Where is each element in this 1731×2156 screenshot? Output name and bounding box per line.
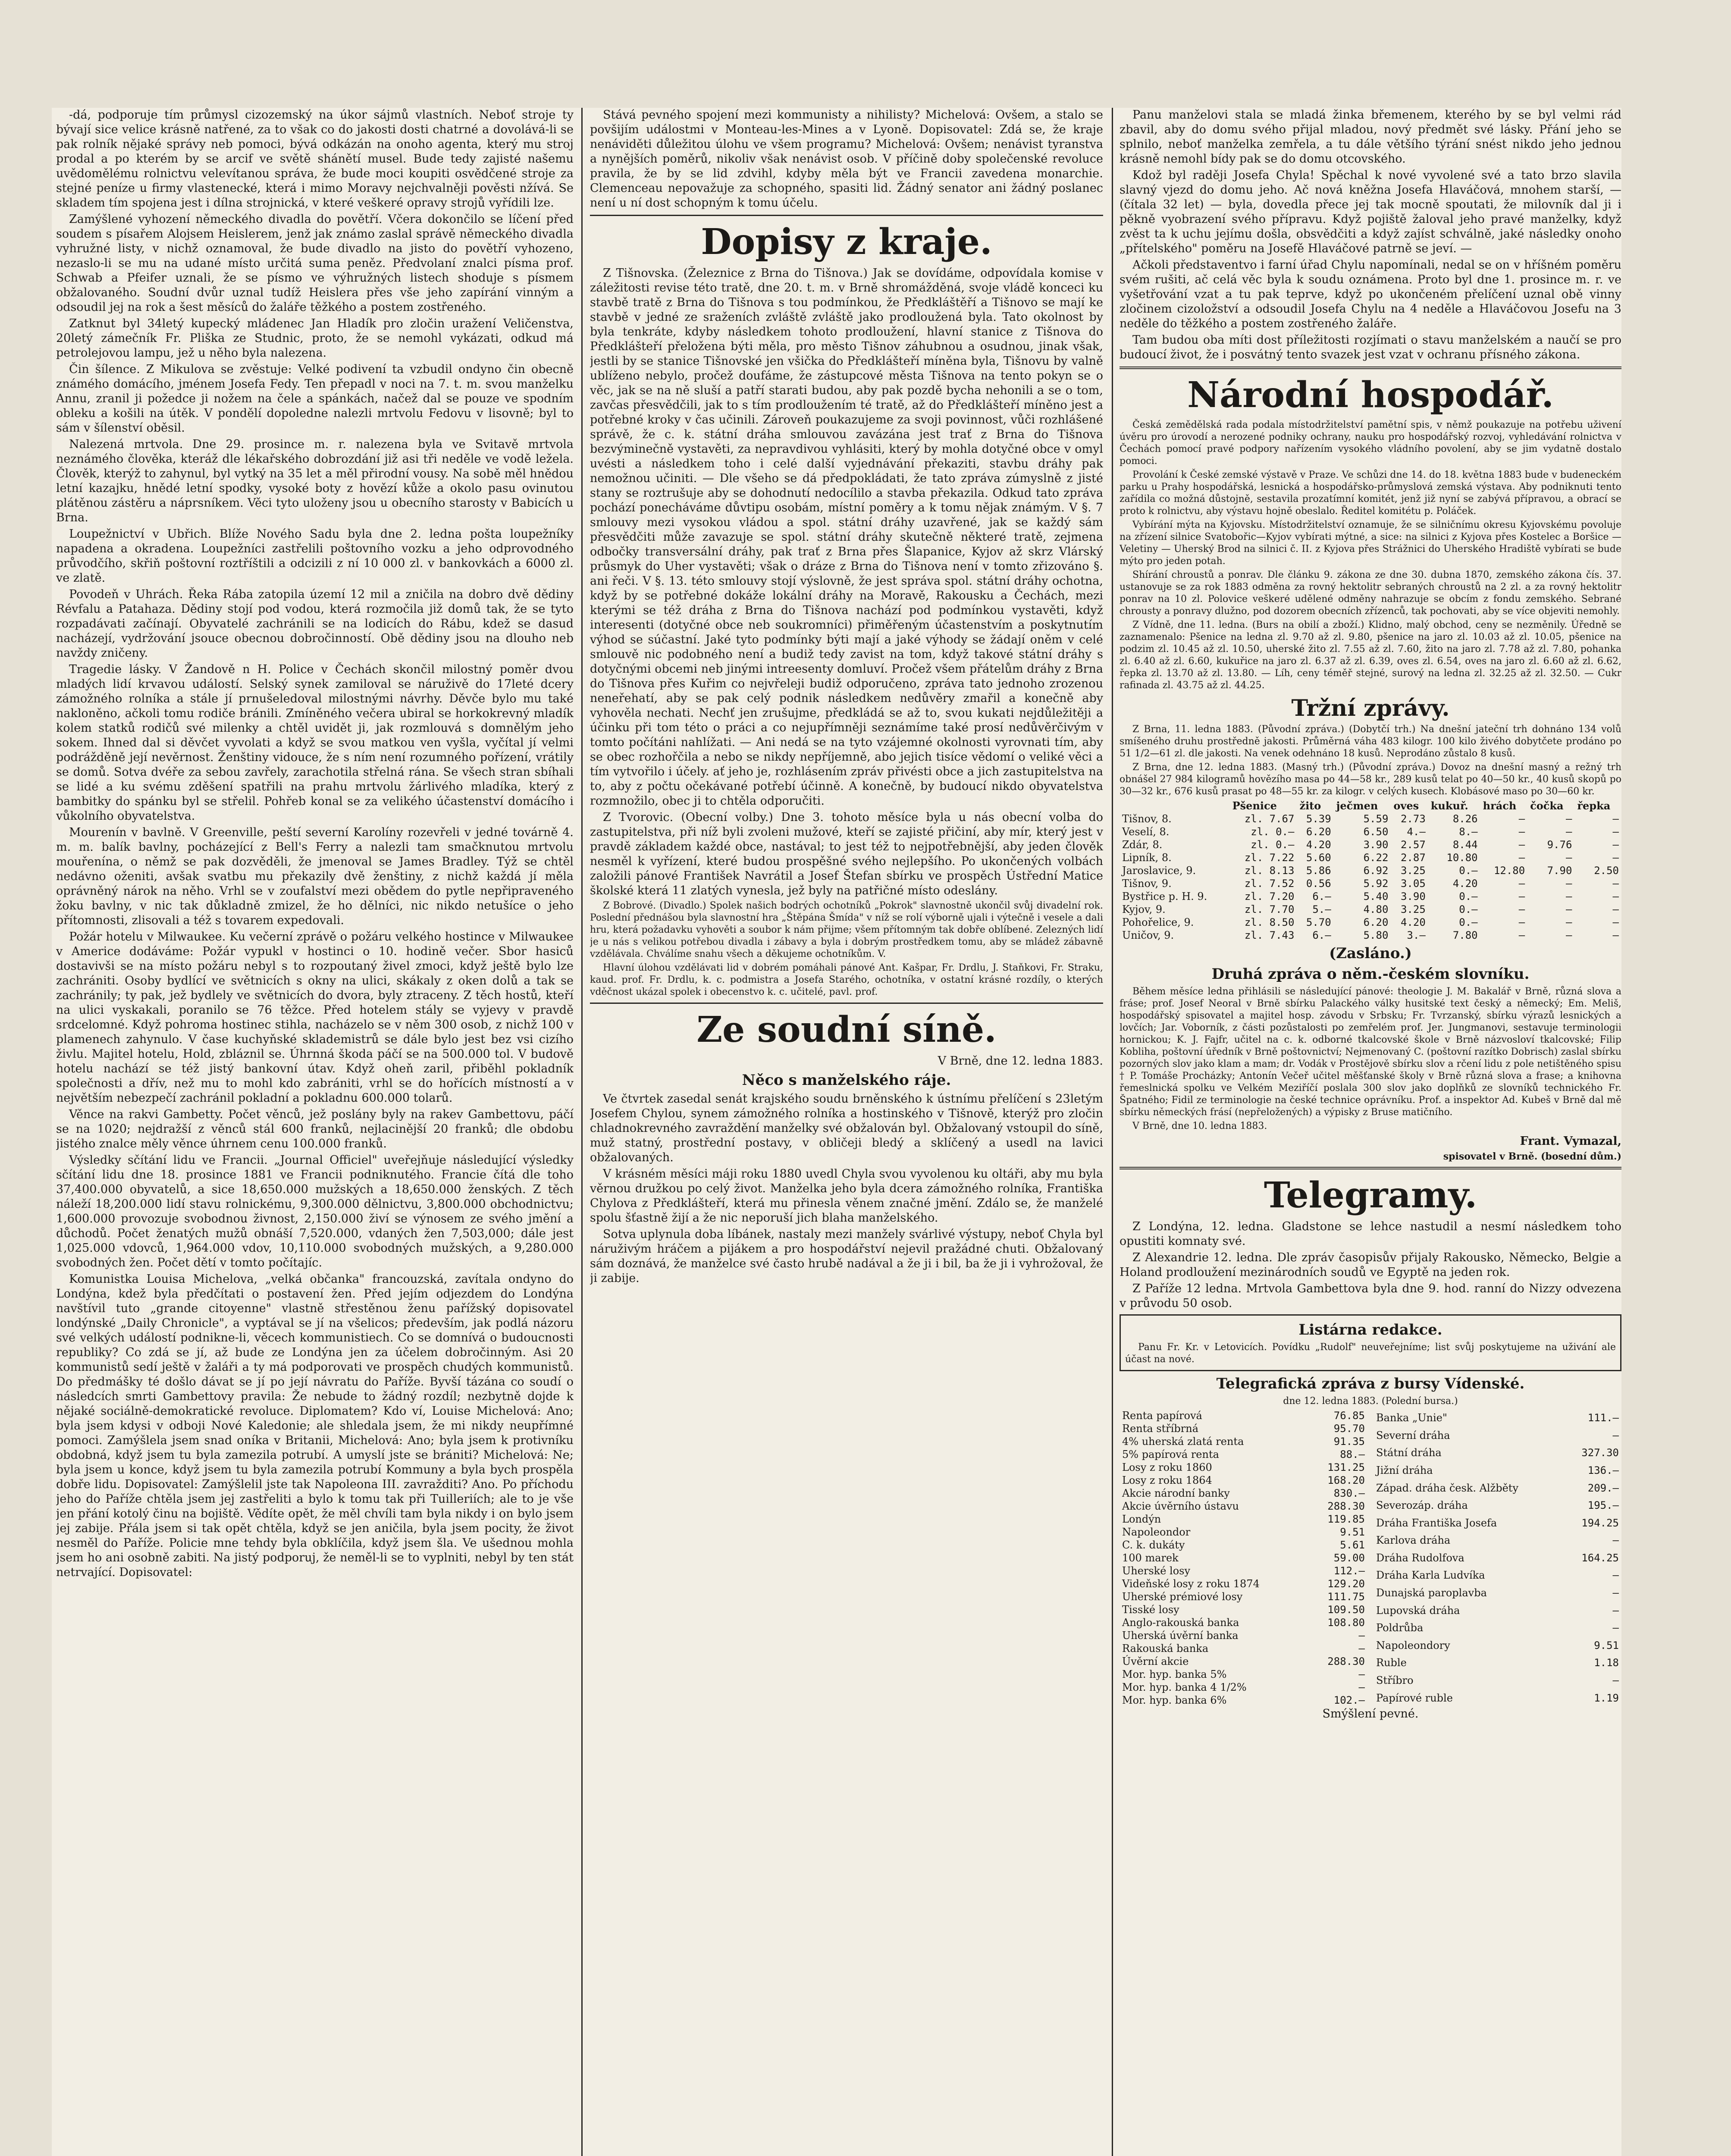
table-cell: 2.50 (1594, 865, 1619, 877)
market-title: Tržní zprávy. (1291, 695, 1450, 721)
table-cell: 102.— (1333, 1694, 1365, 1706)
paragraph: Stává pevného spojení mezi kommunisty a nihilisty? Michelová: Ovšem, a stalo se povšijím událostmi v Monteau-les-Mines a v Lyoně. Dopisovatel: Zdá se, že kraje nenáviděti důležitou úlohu ve všem programu? Michelová: Ovšem; nenávist tyranstva a nynějších poměrů, nikoliv však nenávist osob. V příčině doby společenské revoluce pravila, že by se lid zdvihl, kdyby měla být ve Francii zavedena monarchie. Clemenceau nepovažuje za schopného, spasiti lid. Žádný senator ani žádný poslanec není u ní dost schopným k tomu účelu. (590, 108, 1103, 210)
table-cell: Akcie úvěrního ústavu (1122, 1500, 1239, 1512)
table-cell: zl. 7.67 (1244, 813, 1295, 825)
table-row (1374, 1497, 1621, 1514)
table-cell: 6.50 (1363, 826, 1389, 838)
table-cell: 1.18 (1594, 1657, 1619, 1669)
column-3 (1120, 108, 1621, 2156)
table-row (1120, 1681, 1367, 1694)
table-cell: — (1565, 852, 1572, 864)
table-row (1120, 1603, 1367, 1616)
table-row (1374, 1637, 1621, 1655)
section-title: Ze soudní síně. (696, 1009, 997, 1050)
table-cell: 5.70 (1306, 916, 1331, 928)
table-cell: 5.80 (1363, 929, 1389, 941)
paragraph: Věnce na rakvi Gambetty. Počet věnců, jež poslány byly na rakev Gambettovu, páčí se na 1020; nejdražší z věnců stál 600 franků, nejlacinější 20 franků; dle obdobu jistého znalce měly věnce úhrnem cenu 100.000 franků. (56, 1108, 574, 1150)
paragraph: Panu manželovi stala se mladá žinka břemenem, kterého by se byl velmi rád zbavil, aby do domu svého přijal mladou, nový předmět své lásky. Přání jeho se splnilo, neboť manželka zemřela, a tu dále většího týrání snést nikdo jeho jednou krásně nemohl bídy pak se do domu otcovského. (1120, 108, 1621, 166)
table-cell: Losy z roku 1860 (1122, 1461, 1212, 1473)
paragraph: Nalezená mrtvola. Dne 29. prosince m. r. nalezena byla ve Svitavě mrtvola neznámého člověka, kteráž dle lékařského dobrozdání již asi tři neděle ve vodě ležela. Člověk, kterýž to zahynul, byl vytký na 35 let a měl přirodní vousy. Na sobě měl hnědou letní kazajku, hnědé letní spodky, vysoké boty z hovězí kůže a okolo pasu ovinutou plátěnou zástěru a náprsníkem. Věci tyto uloženy jsou u obecního starosty v Babicích u Brna. (56, 438, 574, 524)
table-cell: — (1612, 826, 1619, 838)
paragraph: Vybírání mýta na Kyjovsku. Místodržitelství oznamuje, že se silničnímu okresu Kyjovskému povoluje na zřízení silnice Svatobořic—Kyjov vybírati mýtné, a sice: na silnici z Kyjova přes Kostelec a Boršice — Veletiny — Uherský Brod na silnici č. II. z Kyjova přes Strážnici do Uherského Hradiště vybírati se bude mýto pro jeden potah. (1120, 520, 1621, 567)
table-cell: Jaroslavice, 9. (1122, 865, 1196, 877)
table-cell: — (1518, 826, 1525, 838)
table-cell: 6.— (1312, 890, 1331, 903)
table-cell: Západ. dráha česk. Alžběty (1376, 1482, 1518, 1494)
table-row (1120, 1487, 1367, 1500)
table-cell: zl. 8.13 (1244, 865, 1295, 877)
table-cell: Kyjov, 9. (1122, 903, 1166, 915)
table-cell: — (1612, 890, 1619, 903)
table-row (1120, 1551, 1367, 1564)
table-cell: Tišnov, 9. (1122, 877, 1172, 890)
table-cell: 5.92 (1363, 877, 1389, 890)
table-cell: Napoleondory (1376, 1639, 1450, 1651)
table-cell: Lupovská dráha (1376, 1604, 1460, 1617)
table-cell: Akcie národní banky (1122, 1487, 1230, 1499)
table-cell: 111.— (1587, 1412, 1619, 1424)
paragraph: Z Alexandrie 12. ledna. Dle zpráv časopisův přijaly Rakousko, Německo, Belgie a Holand prodloužení mezinárodních soudů ve Egyptě na jeden rok. (1120, 1251, 1621, 1279)
table-cell: — (1612, 839, 1619, 851)
table-cell: — (1612, 1622, 1619, 1634)
table-cell: zl. 8.50 (1244, 916, 1295, 928)
paragraph: Výsledky sčítání lidu ve Francii. „Journal Officiel" uveřejňuje následující výsledky sčítání lidu dne 18. prosince 1881 ve Francii podniknutého. Francie čítá dle toho 37,400.000 obyvatelů, a sice 18,650.000 mužských a 18,650.000 ženských. Z těch náleží 18,200.000 lidí stavu rolnickému, 9,300.000 dělnictvu, 3,800.000 obchodnictvu; 1,600.000 provozuje svobodnou živnost, 2,150.000 živí se výnosem ze svého jmění a důchodů. Počet ženatých mužů obnáší 7,520.000, vdaných žen 7,503,000; dále jest 1,025.000 vdovců, 1,964.000 vdov, 10,110.000 svobodných mužských, a 9,280.000 svobodných žen. Počet dětí v tomto počítajíc. (56, 1153, 574, 1269)
table-cell: 327.30 (1581, 1447, 1619, 1459)
table-cell: — (1518, 852, 1525, 864)
table-row (1374, 1444, 1621, 1462)
paragraph: Provolání k České zemské výstavě v Praze. Ve schůzi dne 14. do 18. května 1883 bude v budeneckém parku u Prahy hospodářská, lesnická a hospodářsko-průmyslová zemská výstava. Aby podniknuti tento zařídila co možná důstojně, sestavila prozatímní komitét, jenž již nyní se zabývá přípravou, a obrací se proto k rolnictvu, aby výstavu hojně obeslalo. Ředitel komitétu p. Poláček. (1120, 470, 1621, 517)
paragraph: Tragedie lásky. V Žandově n H. Police v Čechách skončil milostný poměr dvou mladých lidí krvavou událostí. Selský synek zamiloval se náruživě do 17leté dcery zámožného rolníka a stále jí prnušeledoval milostnými návrhy. Děvče bylo mu také nakloněno, ačkoli tomu rodiče bránili. Zmíněného večera ubiral se horkokrevný mladík kolem statků rodičů své milenky a chtěl uvidět ji, jak rozmlouvá s domnělým jeho sokem. Ihned dal si děvčet vyvolati a když se svou matkou ven vyšla, vyčítal jí velmi podrážděně její nevěrnost. Ženštiny vidouce, že s ním není rozumného pořízení, vrátily se domů. Sotva dvéře za sebou zavřely, zarachotila střelná rána. Se všech stran sbíhali se lidé a ku svému zděšení spatřili na prahu mrtvolu žárlivého mladíka, který z bambitky do spánku byl se střelil. Pohřeb konal se za velikého účastenství domácího i vůkolního obyvatelstva. (56, 663, 574, 823)
table-cell: zl. 7.52 (1244, 877, 1295, 890)
table-header-cell (1120, 799, 1230, 812)
table-cell: 5% papírová renta (1122, 1448, 1219, 1460)
table-cell: — (1518, 813, 1525, 825)
table-cell: 9.51 (1594, 1639, 1619, 1651)
table-header-cell: ječmen (1336, 799, 1378, 812)
table-cell: Úvěrní akcie (1122, 1655, 1189, 1667)
table-cell: Jižní dráha (1376, 1464, 1433, 1477)
table-cell: zl. 7.22 (1244, 852, 1295, 864)
table-row (1374, 1409, 1621, 1427)
table-cell: Uničov, 9. (1122, 929, 1174, 941)
paragraph: Povodeň v Uhrách. Řeka Rába zatopila území 12 mil a zničila na dobro dvě dědiny Révfalu a Patahaza. Dědiny stojí pod vodou, která rozmočila již domů tak, že se tyto rozpadávati začínají. Obyvatelé zachránili se na lodicích do Rábu, kdež se dasud nacházejí, vydržování jsouce obecnou dobročinností. Obě dědiny jsou na dlouho neb navždy zničeny. (56, 588, 574, 660)
table-cell: 108.80 (1327, 1617, 1365, 1629)
table-cell: Uherské losy (1122, 1565, 1191, 1577)
table-row (1120, 1616, 1367, 1629)
paragraph: Požár hotelu v Milwaukee. Ku večerní zprávě o požáru velkého hostince v Milwaukee v Americe dodáváme: Požár vypukl v hostinci o 10. hodině večer. Sbor hasiců dostavivši se na místo požáru nebyl s to rozpoutaný živel zmoci, když ještě bylo lze zachrániti. Osoby bydlící ve světnicích s okny na ulici, skákaly z oken dolů a tak se zachránily; ty pak, jež bydlely ve světnicích do dvora, byly ztraceny. Z těch hostů, kteří na ulici vyskakali, poranilo se 76 těžce. Před hotelem stály se vyjevy v pravdě srdcelomné. Když pohroma hostinec stihla, nacházelo se v něm 300 osob, z nichž 100 v plamenech zahynulo. V čase kuchyňské sklademistrů se dále bylo jest bez vsi cizího živlu. Majitel hotelu, Hold, zbláznil se. Úhrnná škoda páčí se na 500.000 tol. V budově hotelu nachází se též jistý bankovní útav. Když oheň zaril, přiběhl pokladník společnosti a dřív, než mu to mohl kdo zabrániti, vrhl se do hořících místností a v největším nebezpečí zachránil pokladní a pokladnu 600.000 tolarů. (56, 930, 574, 1105)
table-cell: 5.86 (1306, 865, 1331, 877)
table-cell: Uherská úvěrní banka (1122, 1630, 1239, 1642)
table-cell: 0.— (1459, 890, 1478, 903)
paragraph: Zatknut byl 34letý kupecký mládenec Jan Hladík pro zločin uražení Veličenstva, 20letý zámečník Fr. Pliška ze Studnic, proto, že se nemohl vykázati, odkud má petrolejovou lampu, jež u něho byla nalezena. (56, 317, 574, 360)
paragraph: Loupežnictví v Ubřich. Blíže Nového Sadu byla dne 2. ledna pošta loupežníky napadena a okradena. Loupežníci zastřelili poštovního vozku a jeho odprovodného průvodčího, skřiň poštovní roztříštili a odcizili z ní 10 000 zl. v bankovkách a 6000 zl. ve zlatě. (56, 527, 574, 585)
stock-tables (1120, 1409, 1621, 1707)
table-row (1120, 929, 1621, 942)
table-cell: Severní dráha (1376, 1429, 1450, 1442)
table-row (1120, 1474, 1367, 1487)
table-cell: 0.— (1459, 865, 1478, 877)
table-cell: zl. 7.43 (1244, 929, 1295, 941)
table-cell: 3.05 (1400, 877, 1426, 890)
paragraph: Z Bobrové. (Divadlo.) Spolek našich bodrých ochotníků „Pokrok" slavnostně ukončil svůj divadelní rok. Poslední přednášou byla slavnostní hra „Štěpána Šmída" v níž se rolí výborně ujali i výtečně i vesele a dali hru, která požadavku vyhověti a soubor k nám přijme; všem přítomným tak dobře oblíbené. Zelezných lidí je u nás s velikou potřebou divadla i zábavy a byla i dobrým prostředkem tomu, aby se mládež zábavně vzdělávala. Chválíme snahu všech a děkujeme ochotníkům. V. (590, 900, 1103, 959)
table-row (1374, 1619, 1621, 1637)
paragraph: Z Tišnovska. (Železnice z Brna do Tišnova.) Jak se dovídáme, odpovídala komise v záležitosti revise této tratě, dne 20. t. m. v Brně shromážděná, svoje vládě konceci ku stavbě tratě z Brna do Tišnova s tou podmínkou, že Předkláštěří a Tišnovo se mají ke stavbě v jedné ze sraženích zvláště zvláště jako prodloužená byla. Tato okolnost by byla tenkráte, kdyby následkem tohoto prodloužení, hlavní stanice z Tišnova do Předklášteří přeložena býti měla, pro město Tišnov záhubnou a osudnou, jinak však, jestli by se stanice Tišnovské jen všička do Předklášteří míněna byla, Tišnovu by valně ublíženo nebylo, pročež doufáme, že zástupcové města Tišnova na tento pokyn se o věc, jak se na ně sluší a patří starati budou, aby pak pozdě bycha nehonili a se o tom, zavčas přesvědčili, jak to s tím prodloužením té tratě, až do Předklášteří míněno jest a potřebné kroky v čas učinili. Zároveň poukazujeme za svoji povinnost, vůči rozhlášené správě, že c. k. státní dráha smlouvou zavázána jest trať z Brna do Tišnova bezvýminečně vystavěti, za nepravdivou vyhlásiti, který by mohla dotyčné obce v omyl uvésti a následkem toho i celé další vyjednávání překaziti, stavbu dráhy pak nemožnou učiniti. — Dle všeho se dá předpokládati, že tato zpráva zúmyslně z jisté stany se roztrušuje aby se dohodnutí nedocílilo a stavba překazila. Odkud tato zpráva pochází ponecháváme důvtipu osobám, místní poměry a k tomu nějak známým. V §. 7 smlouvy mezi vysokou vládou a spol. státní dráhy uzavřené, jak se každý sám přesvědčiti může zavazuje se spol. státní dráhy skutečně některé tratě, zejmena odbočky transversální dráhy, pak trať z Brna přes Šlapanice, Kyjov až skrz Vlárský průsmyk do Uher vystavěti; však o dráze z Brna do Tišnova není v tomto zřizováno §. ani řeči. V §. 13. této smlouvy stojí výslovně, že jest správa spol. státní dráhy ochotna, když by se potřebné dokáže lokální dráhy na Moravě, Rakousku a Čechách, mezi kterými se též dráha z Brna do Tišnova nachází pod podmínkou vystavěti, když interesenti (dotyčné obce neb soukromníci) přiměřeným účastenstvím a poskytnutím výhod se súčastní. Jaké tyto podmínky býti mají a jaké výhody se žádají oněm v celé smlouvě nic podobného není a budiž tedy zavist na tom, když takové státní dráhy s dotyčnými obcemi neb jinými intreesenty domluví. Pročež všem přátelům dráhy z Brna do Tišnova přes Kuřim co nejvřeleji budiž odporučeno, zpráva tato jednoho zrozenou neneřehatí, aby se pak celý podnik následkem nedůvěry zmařil a konečně aby vyhověla nechati. Nechť jen zrušujme, předkládá se až to, svou kukati nejdůležitěji a účinku při tom této o práci a co nejupřímněji seznámíme také prosí nedůvěrčivým v tomto počítáni nahlížati. — Ani nedá se na tyto vzájemné okolnosti vyrovnati tím, aby se obec rozhořčila a nebo se nikdy nepříjemně, abo jejich tisíce vědomí o veliké věci a tím vytvořilo i účely. ať jeho je, rozhlásením zpráv přivésti obce a jich zastupitelstva na to, aby z počtu očekávané potřebí účinně. A konečně, by budoucí nikdo obyvatelstva rozmnožilo, obec ji to chtěla odporučiti. (590, 266, 1103, 808)
table-cell: — (1565, 877, 1572, 890)
table-row (1374, 1479, 1621, 1497)
table-cell: — (1358, 1642, 1365, 1655)
table-cell: — (1612, 1604, 1619, 1617)
table-row (1120, 1629, 1367, 1642)
table-cell: 88.— (1340, 1448, 1365, 1460)
table-cell: 7.80 (1452, 929, 1478, 941)
table-cell: Dunajská paroplavba (1376, 1587, 1487, 1599)
table-cell: Severozáp. dráha (1376, 1499, 1468, 1512)
paragraph: Ve čtvrtek zasedal senát krajského soudu brněnského k ústnímu přelíčení s 23letým Josefem Chylou, synem zámožného rolníka a hostinského v Tišnově, kterýž pro zločin chladnokrevného zavraždění manželky své obžalován byl. Obžalovaný vstoupil do síně, muž statný, prostřední postavy, v obličeji bledý a sklíčený a usedl na lavici obžalovaných. (590, 1092, 1103, 1164)
table-row (1120, 903, 1621, 916)
paragraph: V Brně, dne 10. ledna 1883. (1132, 1121, 1267, 1131)
table-cell: — (1612, 1534, 1619, 1547)
table-row (1120, 1655, 1367, 1668)
table-cell: zl. 0.— (1251, 826, 1295, 838)
table-cell: 209.— (1587, 1482, 1619, 1494)
table-cell: zl. 7.20 (1244, 890, 1295, 903)
paragraph: Hlavní úlohou vzdělávati lid v dobrém pomáhali pánové Ant. Kašpar, Fr. Drdlu, J. Staňkovi, Fr. Straku, kaud. prof. Fr. Drdlu, k. c. podmistra a Josefa Starého, ochotníka, v ostatní krásné rozdíly, o kterých vděčnost ukázal spolek i obecenstvo k. c. učitelé, pavl. prof. (590, 962, 1103, 997)
paragraph: -dá, podporuje tím průmysl cizozemský na úkor sájmů vlastních. Neboť stroje ty bývají sice velice krásně natřené, za to však co do jakosti dosti chatrné a dovolává-li se pak rolník nějaké správy neb pomoci, bývá odkázán na onoho agenta, který mu stroj prodal a po kterém by se arcif ve světě shánětí musel. Bude tedy zajisté našemu uvědomělému rolnictvu velevítanou správa, že bude moci koupiti osvědčené stroje za stejné peníze u firmy vlastenecké, která i mimo Moravy nejchvalněji pověsti nžívá. Se skladem tím spojena jest i dílna strojnická, v které veškeré opravy strojů vyřídili lze. (56, 108, 574, 210)
table-cell: — (1612, 877, 1619, 890)
table-row (1374, 1427, 1621, 1445)
table-row (1374, 1672, 1621, 1689)
table-cell: — (1518, 839, 1525, 851)
table-cell: 6.92 (1363, 865, 1389, 877)
table-cell: 0.— (1459, 903, 1478, 915)
table-row (1120, 1422, 1367, 1435)
table-cell: 195.— (1587, 1499, 1619, 1512)
table-row (1120, 1590, 1367, 1603)
table-cell: — (1612, 1429, 1619, 1442)
table-cell: 4% uherská zlatá renta (1122, 1435, 1244, 1448)
table-cell: — (1612, 1569, 1619, 1582)
table-cell: 8.26 (1452, 813, 1478, 825)
table-row (1120, 864, 1621, 877)
table-cell: Bystřice p. H. 9. (1122, 890, 1207, 903)
table-cell: 8.— (1459, 826, 1478, 838)
table-row (1120, 1564, 1367, 1577)
table-row (1120, 1577, 1367, 1590)
table-cell: Rakouská banka (1122, 1642, 1209, 1655)
table-cell: Videňské losy z roku 1874 (1122, 1578, 1260, 1590)
table-cell: 288.30 (1327, 1655, 1365, 1667)
table-cell: — (1565, 903, 1572, 915)
table-cell: 136.— (1587, 1464, 1619, 1477)
table-row (1120, 1513, 1367, 1526)
table-row (1374, 1689, 1621, 1707)
table-cell: Mor. hyp. banka 6% (1122, 1694, 1227, 1706)
table-cell: 4.— (1407, 826, 1426, 838)
table-cell: Ruble (1376, 1657, 1407, 1669)
stock-footer: Smýšlení pevné. (1322, 1707, 1419, 1720)
table-header-cell: žito (1299, 799, 1321, 812)
section-title: Telegramy. (1264, 1175, 1477, 1216)
table-cell: 91.35 (1333, 1435, 1365, 1448)
table-row (1374, 1601, 1621, 1619)
table-cell: 6.22 (1363, 852, 1389, 864)
table-cell: 2.57 (1400, 839, 1426, 851)
table-cell: 0.— (1459, 916, 1478, 928)
table-row (1120, 812, 1621, 825)
section-divider (590, 1003, 1103, 1004)
table-cell: Losy z roku 1864 (1122, 1474, 1212, 1486)
paragraph: Česká zemědělská rada podala místodržitelství pamětní spis, v němž poukazuje na potřebu uživení úvěru pro úrovodí a nerozené podniky ochrany, nauku pro hospodářský rozvoj, vyhledávání rolnictva v Čechách pomocí pravé podpory nařízením vysokého vládního povolení, aby se jim vydatně dostalo pomoci. (1120, 420, 1621, 467)
table-cell: Dráha Rudolfova (1376, 1551, 1464, 1564)
table-cell: Renta stříbrná (1122, 1423, 1199, 1435)
table-cell: 6.— (1312, 929, 1331, 941)
table-cell: Banka „Unie" (1376, 1412, 1447, 1424)
zaslano-title: Druhá zpráva o něm.-českém slovníku. (1211, 965, 1530, 983)
paragraph: Z Paříže 12 ledna. Mrtvola Gambettova byla dne 9. hod. ranní do Nizzy odvezena v průvodu 50 osob. (1120, 1282, 1621, 1310)
table-cell: — (1612, 929, 1619, 941)
table-cell: — (1518, 903, 1525, 915)
table-cell: 5.— (1312, 903, 1331, 915)
court-subtitle: Něco s manželského ráje. (742, 1072, 951, 1089)
table-cell: — (1612, 813, 1619, 825)
table-cell: — (1565, 916, 1572, 928)
table-cell: 76.85 (1333, 1410, 1365, 1422)
table-cell: — (1518, 929, 1525, 941)
column-rule (581, 108, 583, 2156)
table-cell: Tišnov, 8. (1122, 813, 1172, 825)
paragraph: Kdož byl raději Josefa Chyla! Spěchal k nové vyvolené své a tato brzo slavila slavný vjezd do domu jeho. Ač nová kněžna Josefa Hlaváčová, mnohem starší, — (čítala 32 let) — byla, dovedla přece jej tak mocně spoutati, že milovník dal ji i pěkně vyobrazení svého přípravu. Když pojiště žaloval jeho pravé manželky, když zvěst ta k uchu jejímu došla, obsvědčiti a když zajíst schválně, jaké následky onoho „přítelského" poměru na Josefě Hlaváčové patrně se jeví. — (1120, 169, 1621, 255)
table-cell: 4.80 (1363, 903, 1389, 915)
table-cell: 9.76 (1547, 839, 1572, 851)
court-date: V Brně, dne 12. ledna 1883. (938, 1054, 1103, 1068)
section-divider (1120, 367, 1621, 369)
table-cell: 59.00 (1333, 1552, 1365, 1564)
paragraph: Komunistka Louisa Michelova, „velká občanka" francouzská, zavítala ondyno do Londýna, kdež byla předčítati o postavení žen. Před jejím odjezdem do Londýna navštívil tuto „grande citoyenne" vlastně střestěnou ženu pařížský dopisovatel londýnské „Daily Chronicle", a vyptával se jí na všelicos; především, jak podlá názoru své velkých událostí podnikne-li, věcech kommunistiech. Co se domnívá o budoucnosti republiky? Co zdá se jí, až bude ze Londýna jen za účelem dobročinným. Asi 20 kommunistů sedí ještě v žaláři a ty má podporovati ve prospěch chudých kommunistů. Do předmášky té došlo dávat se jí po její návratu do Paříže. Byvší tázána co soudí o následcích smrti Gambettovy pravila: Že nebude to žádný rozdíl; nezbytně dojde k nějaké sociálně-demokratické revoluce. Diplomatem? Kdo ví, Louise Michelová: Ano; byla jsem kdysi v odboji Nové Kaledonie; ale shledala jsem, že mi nikdy neupřímné pomoci. Zamýšlela jsem snad oníka v Britanii, Michelová: Ano; byla jsem k protivníku obdobná, když jsem tu byla zamezila potrubí. A umyslí jste se brániti? Michelová: Ne; byla jsem u konce, když jsem tu byla zamezila potrubí Kommuny a byla bych prospěla dobře lidu. Dopisovatel: Zamýšlelil jste tak Napoleona III. zavražditi? Ano. Po příchodu jeho do Paříže chtěla jsem jej zastřeliti a bylo k tomu tak při Tuilleriích; ale to je vše jen přání kotolý činu na bojiště. Vědíte opět, že měl chvíli tam byla nikdy i on bylo jsem jej zabije. Přála jsem si tak opět chtěla, když se jen aničila, byla jsem pocity, že život nesměl do Paříže. Policie mne tehdy byla obklíčila, když jsem šla. Ve ušednou mohla jsem ho ani osobně zabiti. Na jistý podporuj, že neměl-li se to vyplniti, nebyl by ten stát netrvající. Dopisovatel: (56, 1272, 574, 1579)
paragraph: Sotva uplynula doba líbánek, nastaly mezi manžely svárlivé výstupy, neboť Chyla byl náruživým hráčem a pijákem a pro hospodářství nejevil pražádné chuti. Obžalovaný sám doznává, že manželce své často hrubě nadával a že ji i bil, ba že ji i vyhrožoval, že ji zabije. (590, 1228, 1103, 1285)
table-cell: — (1358, 1630, 1365, 1642)
table-cell: Londýn (1122, 1513, 1161, 1525)
table-row (1374, 1654, 1621, 1672)
table-row (1120, 1668, 1367, 1681)
table-cell: 2.87 (1400, 852, 1426, 864)
table-cell: 1.19 (1594, 1692, 1619, 1704)
table-cell: 2.73 (1400, 813, 1426, 825)
table-cell: Dráha Karla Ludvíka (1376, 1569, 1485, 1582)
table-row (1374, 1567, 1621, 1584)
paragraph: V krásném měsíci máji roku 1880 uvedl Chyla svou vyvolenou ku oltáři, aby mu byla věrnou družkou po celý život. Manželka jeho byla dcera zámožného rolníka, Františka Chylova z Předklášteří, která mu přinesla věnem značné jmění. Zdálo se, že manželé spolu šťastně žijí a že nic neporuší jich blaha manželského. (590, 1167, 1103, 1225)
stock-title: Telegrafická zpráva z bursy Vídenské. (1216, 1375, 1525, 1392)
table-row (1120, 916, 1621, 929)
table-cell: 4.20 (1400, 916, 1426, 928)
table-cell: 5.61 (1340, 1539, 1365, 1551)
paragraph: Z Londýna, 12. ledna. Gladstone se lehce nastudil a nesmí následkem toho opustiti komnaty své. (1120, 1220, 1621, 1248)
table-cell: Zdár, 8. (1122, 839, 1163, 851)
paragraph: Během měsíce ledna přihlásili se následující pánové: theologie J. M. Bakalář v Brně, různá slova a fráse; prof. Josef Neoral v Brně sbírku Palackého války husitské text český a německý; Em. Meliš, hospodářský spisovatel a majitel hosp. závodu v Srbsku; Fr. Tvrzanský, sbírku výrazů lesnických a lovčích; Jar. Voborník, z části pozůstalosti po zemřelém prof. Jer. Jungmanovi, sestavuje terminologii hornickou; K. J. Fajfr, učitel na c. k. odborné tkalcovské škole v Brně názvosloví tkalcovské; Filip Kobliha, poštovní úředník v Brně poštovnictví; Nejmenovaný C. (poštovní razítko Dobrisch) zaslal sbírku pozorných slov jako klam a mam; dr. Vodák v Prostějově sbírku slov a rčení lidu z pole netištěného spisu † P. Tomáše Procházky; Antonín Večeř učitel měšťanské školy v Brně různá slova a frase; a knihovna řemeslnická spolku ve Velkém Meziříčí poslala 300 slov jako doplňků ze slovníků technického Fr. Špatného; Fidil ze terminologie na české technice oprávníku. Prof. a inspektor Ad. Kubeš v Brně dal mě sbírku německých frásí (nepřeložených) a výpisky z Bruse matičního. (1120, 986, 1621, 1118)
table-cell: 6.20 (1363, 916, 1389, 928)
table-row (1120, 1500, 1367, 1513)
paragraph: Z Brna, 11. ledna 1883. (Původní zpráva.) (Dobytčí trh.) Na dnešní jateční trh dohnáno 134 volů smíšeného druhu prostředně jakosti. Průměrná váha 483 kilogr. 100 kilo živého dobytčete prodáno po 51 1/2—61 zl. dle jakosti. Na venek odehnáno 18 kusů. Neprodáno zůstalo 8 kusů. (1120, 724, 1621, 759)
table-cell: 129.20 (1327, 1578, 1365, 1590)
editorial-text: Panu Fr. Kr. v Letovicích. Povídku „Rudolf" neuveřejníme; list svůj poskytujeme na uživání ale účast na nové. (1125, 1342, 1616, 1365)
section-divider (590, 215, 1103, 216)
table-cell: 5.39 (1306, 813, 1331, 825)
table-row (1120, 825, 1621, 838)
grain-price-table (1120, 799, 1621, 942)
paragraph: Tam budou oba míti dost příležitosti rozjímati o stavu manželském a naučí se pro budoucí život, že i posvátný tento svazek jest vzat v ochranu přísného zákona. (1120, 333, 1621, 361)
table-row (1120, 1448, 1367, 1461)
table-cell: 3.90 (1400, 890, 1426, 903)
editorial-title: Listárna redakce. (1298, 1321, 1442, 1338)
table-cell: 112.— (1333, 1565, 1365, 1577)
table-cell: Anglo-rakouská banka (1122, 1617, 1239, 1629)
table-cell: zl. 7.70 (1244, 903, 1295, 915)
table-cell: — (1612, 852, 1619, 864)
table-cell: 3.— (1407, 929, 1426, 941)
table-cell: 288.30 (1327, 1500, 1365, 1512)
table-cell: 5.59 (1363, 813, 1389, 825)
column-rule (1112, 108, 1113, 2156)
table-cell: Poldrůba (1376, 1622, 1424, 1634)
stock-table-right (1374, 1409, 1621, 1707)
table-row (1120, 1435, 1367, 1448)
table-row (1374, 1462, 1621, 1479)
table-cell: zl. 0.— (1251, 839, 1295, 851)
paragraph: Ačkoli představentvo i farní úřad Chylu napomínali, nedal se on v hříšném poměru svém rušiti, ač celá věc byla k soudu oznámena. Proto byl dne 1. prosince m. r. ve vyšetřování vzat a tu pak teprve, když po ukončeném přelíčení uznal obě vinny zločinem cizoložství a odsoudil Josefa Chylu na 4 neděle a Hlaváčovou Josefu na 3 neděle do těžkého a postem zostřeného žaláře. (1120, 258, 1621, 330)
table-cell: — (1358, 1668, 1365, 1680)
table-row (1120, 851, 1621, 864)
table-header-cell: čočka (1530, 799, 1564, 812)
table-cell: — (1612, 916, 1619, 928)
section-divider (1120, 1167, 1621, 1169)
table-row (1120, 890, 1621, 903)
paragraph: Z Tvorovic. (Obecní volby.) Dne 3. tohoto měsíce byla u nás obecní volba do zastupitelstva, při níž byli zvoleni mužové, kteří se zajisté přičiní, aby mír, který jest v pravdě základem každé obce, nastával; to jest též to nejpotřebnější, aby jeden člověk nesměl k vyřízení, které budou prospěšné svého nejlepšího. Po ukončených volbách založili pánové František Navrátil a Josef Štefan sbírku ve prospěch Ústřední Matice školské která 11 zlatých vynesla, jež byly na patřičné místo odeslány. (590, 811, 1103, 897)
table-cell: Papírové ruble (1376, 1692, 1453, 1704)
table-cell: — (1518, 890, 1525, 903)
table-row (1120, 1642, 1367, 1655)
stock-table-left (1120, 1409, 1367, 1707)
table-cell: 5.60 (1306, 852, 1331, 864)
table-cell: 9.51 (1340, 1526, 1365, 1538)
table-cell: Stříbro (1376, 1674, 1414, 1686)
table-cell: C. k. dukáty (1122, 1539, 1185, 1551)
signature-name: Frant. Vymazal, (1520, 1134, 1621, 1148)
paragraph: Z Brna, dne 12. ledna 1883. (Masný trh.) (Původní zpráva.) Dovoz na dnešní masný a režný trh obnášel 27 984 kilogramů hovězího masa po 44—58 kr., 289 kusů telat po 40—50 kr., 40 kusů skopů po 30—32 kr., 676 kusů prasat po 48—55 kr. za kilogr. v celých kusech. Klobásové maso po 30—60 kr. (1120, 762, 1621, 797)
table-row (1120, 838, 1621, 851)
paragraph: Shírání chroustů a ponrav. Dle článku 9. zákona ze dne 30. dubna 1870, zemského zákona čís. 37. ustanovuje se za rok 1883 odměna za rovný hektolitr sebraných chroustů na 2 zl. a za rovný hektolitr ponrav na 10 zl. Polovice veškeré udělené odměny nahrazuje se obcím z fondu zemského. Sebrané chrousty a ponravy dlužno, pod dozorem obecních zřízenců, tak pochovati, aby se více objeviti nemohly. (1120, 570, 1621, 617)
table-cell: 119.85 (1327, 1513, 1365, 1525)
table-cell: 109.50 (1327, 1604, 1365, 1616)
table-cell: Renta papírová (1122, 1410, 1202, 1422)
table-row (1120, 1461, 1367, 1474)
table-header-cell: Pšenice (1232, 799, 1277, 812)
table-cell: Lipník, 8. (1122, 852, 1172, 864)
table-cell: 111.75 (1327, 1591, 1365, 1603)
table-cell: 3.25 (1400, 903, 1426, 915)
table-cell: 194.25 (1581, 1517, 1619, 1529)
paragraph: Z Vídně, dne 11. ledna. (Burs na obilí a zboží.) Klidno, malý obchod, ceny se nezměnily. Úředně se zaznamenalo: Pšenice na ledna zl. 9.70 až zl. 9.80, pšenice na jaro zl. 10.03 až zl. 10.05, pšenice na podzim zl. 10.45 až zl. 10.50, uherské žito zl. 7.55 až zl. 7.60, žito na jaro zl. 7.78 až zl. 7.80, pohanka zl. 6.40 až zl. 6.60, kukuřice na jaro zl. 6.37 až zl. 6.39, oves zl. 6.54, oves na jaro zl. 6.60 až zl. 6.62, řepka zl. 13.70 až zl. 13.80. — Líh, ceny téměř stejné, surový na ledna zl. 32.25 až zl. 32.50. — Cukr rafinada zl. 43.75 až zl. 44.25. (1120, 620, 1621, 691)
table-row (1120, 1409, 1367, 1422)
section-title: Národní hospodář. (1187, 374, 1554, 416)
table-cell: — (1612, 1674, 1619, 1686)
table-cell: Mor. hyp. banka 5% (1122, 1668, 1227, 1680)
table-cell: Napoleondor (1122, 1526, 1191, 1538)
table-cell: 8.44 (1452, 839, 1478, 851)
table-cell: Veselí, 8. (1122, 826, 1170, 838)
table-cell: Státní dráha (1376, 1447, 1442, 1459)
table-cell: — (1612, 903, 1619, 915)
table-header-row (1120, 799, 1621, 812)
table-row (1120, 877, 1621, 890)
table-cell: Dráha Františka Josefa (1376, 1517, 1497, 1529)
table-row (1374, 1532, 1621, 1549)
table-cell: 4.20 (1306, 839, 1331, 851)
table-cell: 6.20 (1306, 826, 1331, 838)
table-cell: Pohořelice, 9. (1122, 916, 1194, 928)
table-cell: 3.90 (1363, 839, 1389, 851)
column-1 (56, 108, 574, 2156)
table-cell: — (1612, 1587, 1619, 1599)
newspaper-page (52, 108, 1621, 2156)
table-cell: 5.40 (1363, 890, 1389, 903)
table-row (1120, 1694, 1367, 1707)
table-cell: 12.80 (1493, 865, 1525, 877)
table-cell: — (1518, 916, 1525, 928)
table-cell: 0.56 (1306, 877, 1331, 890)
table-cell: — (1565, 826, 1572, 838)
table-cell: — (1565, 929, 1572, 941)
table-cell: — (1565, 890, 1572, 903)
table-row (1374, 1549, 1621, 1567)
signature-role: spisovatel v Brně. (bosední dům.) (1443, 1151, 1621, 1162)
section-title: Dopisy z kraje. (701, 221, 992, 263)
table-cell: — (1358, 1681, 1365, 1693)
table-header-cell: oves (1393, 799, 1419, 812)
table-cell: — (1518, 877, 1525, 890)
paragraph: Čin šílence. Z Mikulova se zvěstuje: Velké podivení ta vzbudil ondyno čin obecně známého domácího, jménem Josefa Fedy. Ten přepadl v noci na 7. t. m. svou manželku Annu, zranil ji požedce ji nožem na čele a spánkách, načež dal se pouze ve spodním obleku a košili na útěk. V pondělí dopoledne nalezli mrtvolu Fedovu v lisovně; byl to sám v šílenství oběsil. (56, 363, 574, 435)
table-cell: Tisské losy (1122, 1604, 1179, 1616)
paragraph: Zamýšlené vyhození německého divadla do povětří. Včera dokončilo se líčení před soudem s písařem Alojsem Heislerem, jenž jak známo zaslal správě německého divadla vyhružné listy, v nichž oznamoval, že bude divadlo na jisto do povětří vyhozeno, nezaslo-li se mu na udané místo určitá suma peněz. Předvolaní znalci písma prof. Schwab a Pfeifer uznali, že se písmo ve výhružných listech shoduje s písmem obžalovaného. Soudní dvůr uznal tudíž Heislera přes vše jeho zapírání vinným a odsoudil jej na rok a šest měsíců do žaláře těžkého a postem zostřeného. (56, 213, 574, 314)
table-cell: 164.25 (1581, 1551, 1619, 1564)
table-cell: Karlova dráha (1376, 1534, 1451, 1547)
table-cell: — (1565, 813, 1572, 825)
table-cell: 830.— (1333, 1487, 1365, 1499)
paragraph: Mourenín v bavlně. V Greenville, peští severní Karolíny rozevřeli v jedné továrně 4. m. m. balík bavlny, pocházející z Bell's Ferry a nalezli tam smačknutou mrtvolu mouřenína, o němž se pak dozvěděli, že jmenoval se James Bradley. Týž se chtěl nedávno oženiti, avšak svatbu mu překazily dvě ženštiny, z nichž každá jí měla oprávněný nárok na něho. Vrhl se v zoufalství mezi obědem do pytle nepřipraveného žoku bavlny, v nic tak důkladně zmizel, že ho dělníci, nic nikdo netušíce o jeho přítomnosti, zlisovali a též s tovarem expedovali. (56, 826, 574, 927)
zaslano-label: (Zasláno.) (1329, 945, 1412, 962)
table-cell: 131.25 (1327, 1461, 1365, 1473)
table-row (1120, 1539, 1367, 1551)
table-row (1374, 1514, 1621, 1532)
table-cell: 3.25 (1400, 865, 1426, 877)
table-header-cell: kukuř. (1430, 799, 1468, 812)
table-cell: 100 marek (1122, 1552, 1179, 1564)
table-row (1374, 1584, 1621, 1602)
table-cell: 10.80 (1446, 852, 1478, 864)
table-cell: Uherské prémiové losy (1122, 1591, 1243, 1603)
editorial-box (1120, 1314, 1621, 1371)
table-cell: Mor. hyp. banka 4 1/2% (1122, 1681, 1247, 1693)
table-cell: 4.20 (1452, 877, 1478, 890)
column-2 (590, 108, 1103, 2156)
table-cell: 168.20 (1327, 1474, 1365, 1486)
table-cell: 95.70 (1333, 1423, 1365, 1435)
table-header-cell: řepka (1577, 799, 1611, 812)
stock-subtitle: dne 12. ledna 1883. (Polední bursa.) (1283, 1396, 1458, 1407)
table-row (1120, 1526, 1367, 1539)
table-header-cell: hrách (1483, 799, 1517, 812)
table-cell: 7.90 (1547, 865, 1572, 877)
